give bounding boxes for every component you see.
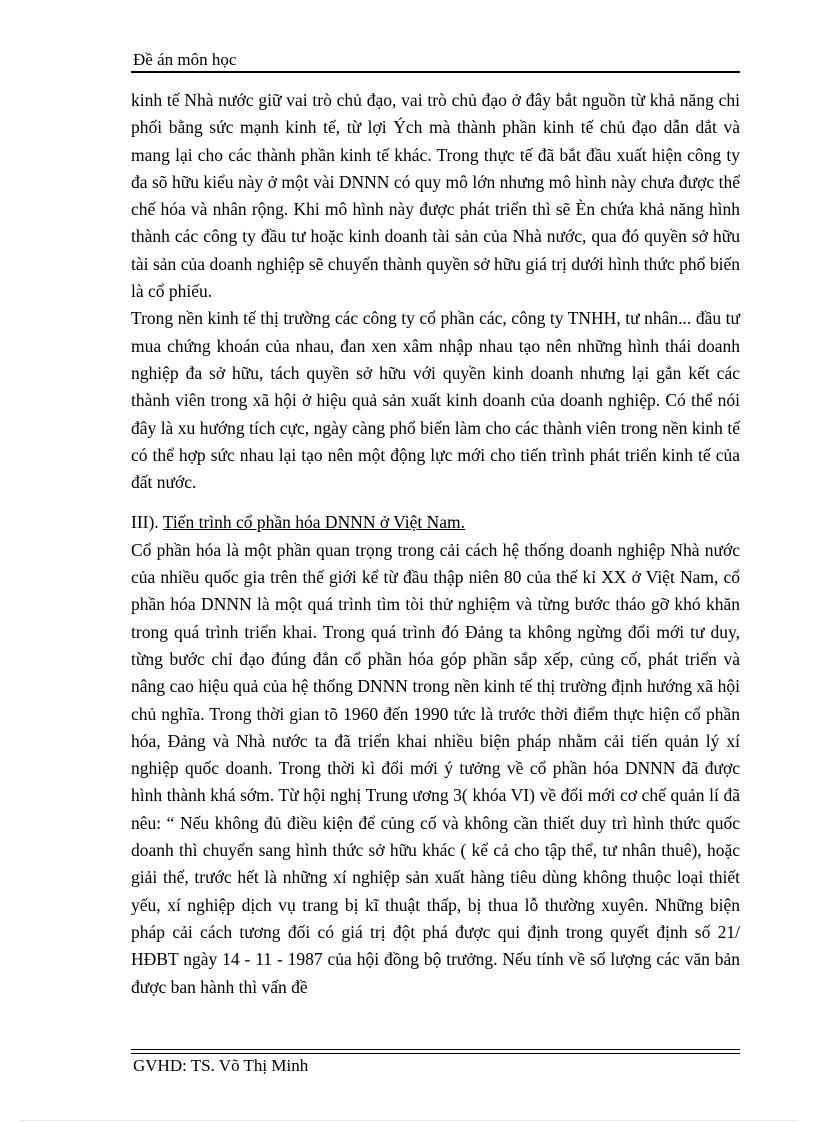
page-header (131, 49, 740, 73)
paragraph: Cổ phần hóa là một phần quan trọng trong cải cách hệ thống doanh nghiệp Nhà nước của nhiều quốc gia trên thế giới kể từ đầu thập niên 80 của thế kỉ XX ở Việt Nam, cổ phần hóa DNNN là một quá trình tìm tòi thử nghiệm và từng bước tháo gỡ khó khăn trong quá trình triển khai. Trong quá trình đó Đảng ta không ngừng đổi mới tư duy, từng bước chỉ đạo đúng đắn cổ phần hóa góp phần sắp xếp, củng cố, phát triển và nâng cao hiệu quả của hệ thống DNNN trong nền kinh tế thị trường định hướng xã hội chủ nghĩa. Trong thời gian tõ 1960 đến 1990 tức là trước thời điểm thực hiện cổ phần hóa, Đảng và Nhà nước ta đã triển khai nhiều biện pháp nhằm cải tiến quản lý xí nghiệp quốc doanh. Trong thời kì đổi mới ý tưởng về cổ phần hóa DNNN đã được hình thành khá sớm. Từ hội nghị Trung ương 3( khóa VI) về đổi mới cơ chế quản lí đã nêu: “ Nếu không đủ điều kiện để củng cố và không cần thiết duy trì hình thức quốc doanh thì chuyển sang hình thức sở hữu khác ( kể cả cho tập thể, tư nhân thuê), hoặc giải thể, trước hết là những xí nghiệp sản xuất hàng tiêu dùng không thuộc loại thiết yếu, xí nghiệp dịch vụ trang bị kĩ thuật thấp, bị thua lỗ thường xuyên. Những biện pháp cải cách tương đối có giá trị đột phá được qui định trong quyết định số 21/ HĐBT ngày 14 - 11 - 1987 của hội đồng bộ trưởng. Nếu tính về số lượng các văn bản được ban hành thì vấn đề (131, 539, 740, 997)
header-title: Đề án môn học (133, 50, 237, 69)
page-footer: GVHD: TS. Võ Thị Minh (133, 1056, 309, 1075)
document-body (131, 87, 740, 1001)
page-edge-divider (20, 1120, 796, 1122)
paragraph: Trong nền kinh tế thị trường các công ty cổ phần các, công ty TNHH, tư nhân... đầu tư mua chứng khoán của nhau, đan xen xâm nhập nhau tạo nên những hình thái doanh nghiệp đa sở hữu, tách quyền sở hữu với quyền kinh doanh nhưng lại gắn kết các thành viên trong xã hội ở hiệu quả sản xuất kinh doanh của doanh nghiệp. Có thể nói đây là xu hướng tích cực, ngày càng phổ biến làm cho các thành viên trong nền kinh tế có thể hợp sức nhau lại tạo nên một động lực mới cho tiến trình phát triển kinh tế của đất nước. (131, 308, 740, 493)
paragraph: kinh tế Nhà nước giữ vai trò chủ đạo, vai trò chủ đạo ở đây bắt nguồn từ khả năng chi phối bằng sức mạnh kinh tế, từ lợi Ých mà thành phần kinh tế chủ đạo dẫn dắt và mang lại cho các thành phần kinh tế khác. Trong thực tế đã bắt đầu xuất hiện công ty đa sõ hữu kiểu này ở một vài DNNN có quy mô lớn nhưng mô hình này chưa được thể chế hóa và nhân rộng. Khi mô hình này được phát triển thì sẽ Èn chứa khả năng hình thành các công ty đầu tư hoặc kinh doanh tài sản của Nhà nước, qua đó quyền sở hữu tài sản của doanh nghiệp sẽ chuyển thành quyền sở hữu giá trị dưới hình thức phổ biến là cổ phiếu. (131, 90, 740, 302)
section-number: III). (131, 512, 159, 533)
footer-divider (131, 1049, 740, 1051)
section-heading (131, 509, 740, 536)
section-title: Tiến trình cổ phần hóa DNNN ở Việt Nam. (162, 512, 466, 533)
